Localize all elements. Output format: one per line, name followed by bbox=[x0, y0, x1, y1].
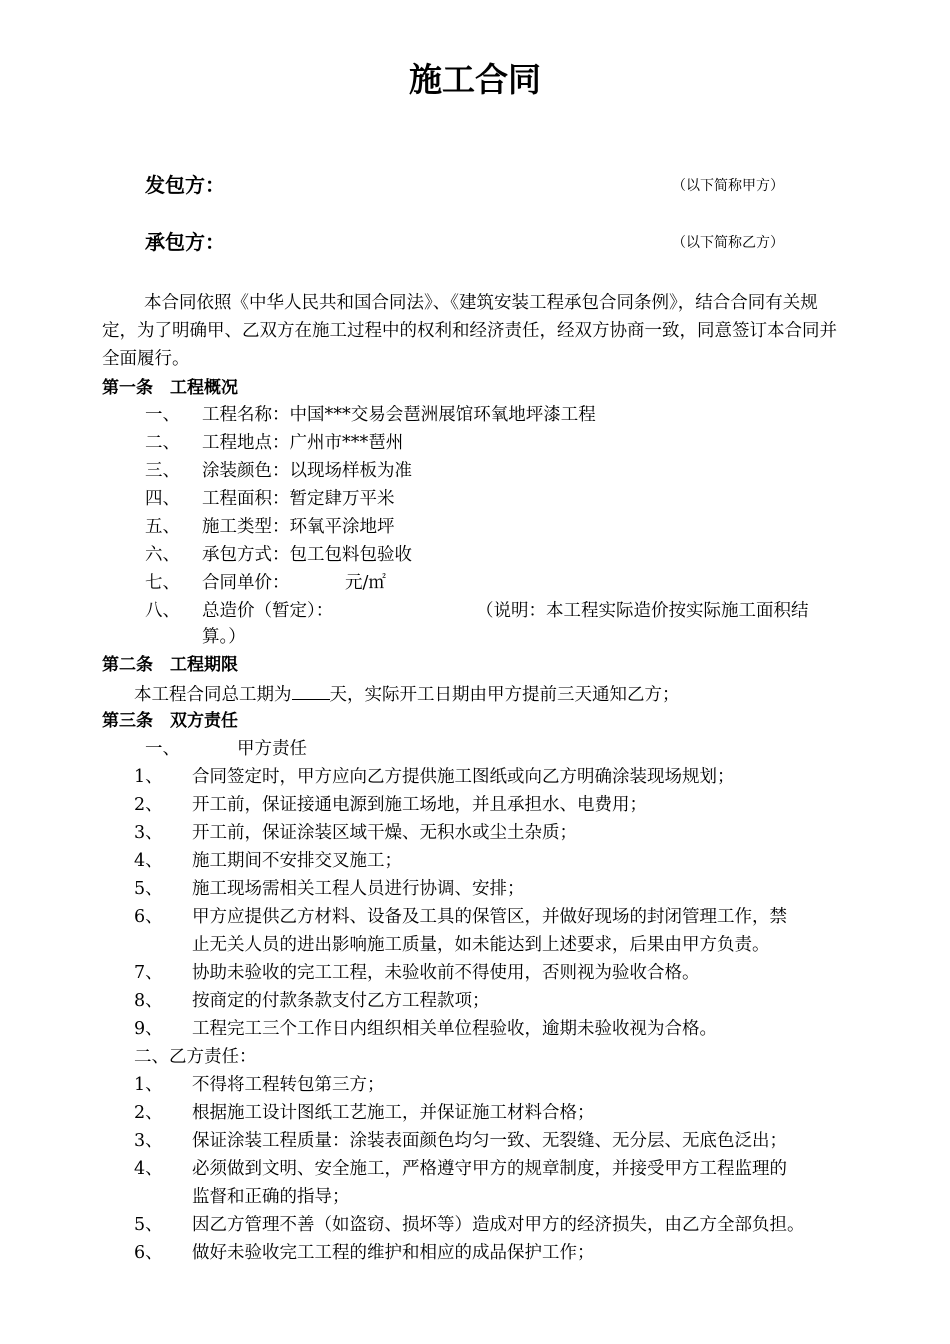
partyA-item-num: 3、 bbox=[134, 823, 163, 843]
article1-heading: 第一条 工程概况 bbox=[102, 378, 238, 398]
partyB-item-text: 做好未验收完工工程的维护和相应的成品保护工作； bbox=[192, 1243, 595, 1263]
article2-text-before: 本工程合同总工期为 bbox=[134, 685, 292, 705]
partyB-item-text: 根据施工设计图纸工艺施工，并保证施工材料合格； bbox=[192, 1103, 595, 1123]
article2-text bbox=[134, 679, 680, 709]
article1-item-text: 工程名称：中国***交易会琶洲展馆环氧地坪漆工程 bbox=[202, 405, 596, 425]
partyA-item-num: 2、 bbox=[134, 795, 163, 815]
article1-item-text: 工程面积：暂定肆万平米 bbox=[202, 489, 395, 509]
partyA-item-text: 施工现场需相关工程人员进行协调、安排； bbox=[192, 879, 525, 899]
article3-heading: 第三条 双方责任 bbox=[102, 711, 238, 731]
partyA-item-text: 工程完工三个工作日内组织相关单位程验收，逾期未验收视为合格。 bbox=[192, 1019, 717, 1039]
article2-heading: 第二条 工程期限 bbox=[102, 655, 238, 675]
article1-item-num: 二、 bbox=[145, 433, 180, 453]
article1-item-text: 合同单价： bbox=[202, 573, 290, 593]
partyA-item-num: 6、 bbox=[134, 907, 163, 927]
partyA-item-text: 合同签定时，甲方应向乙方提供施工图纸或向乙方明确涂装现场规划； bbox=[192, 767, 735, 787]
article1-item-text: 涂装颜色：以现场样板为准 bbox=[202, 461, 412, 481]
partyA-item-text: 按商定的付款条款支付乙方工程款项； bbox=[192, 991, 490, 1011]
partyA-item-text-cont: 止无关人员的进出影响施工质量，如未能达到上述要求，后果由甲方负责。 bbox=[192, 935, 770, 955]
partyB-item-text: 因乙方管理不善（如盗窃、损坏等）造成对甲方的经济损失，由乙方全部负担。 bbox=[192, 1215, 805, 1235]
article1-item-num: 五、 bbox=[145, 517, 180, 537]
issuer-label: 发包方： bbox=[145, 173, 225, 197]
total-price-note: （说明：本工程实际造价按实际施工面积结 bbox=[476, 601, 809, 621]
partyA-item-num: 1、 bbox=[134, 767, 163, 787]
partyB-item-num: 5、 bbox=[134, 1215, 163, 1235]
duration-blank bbox=[292, 679, 330, 700]
partyB-item-text: 必须做到文明、安全施工，严格遵守甲方的规章制度，并接受甲方工程监理的 bbox=[192, 1159, 787, 1179]
partyB-item-num: 3、 bbox=[134, 1131, 163, 1151]
partyB-item-text-cont: 监督和正确的指导； bbox=[192, 1187, 350, 1207]
partyB-item-num: 1、 bbox=[134, 1075, 163, 1095]
article1-item-text: 工程地点：广州市***琶州 bbox=[202, 433, 404, 453]
partyB-item-num: 2、 bbox=[134, 1103, 163, 1123]
total-price-note-cont: 算。） bbox=[202, 627, 246, 647]
partyA-item-num: 5、 bbox=[134, 879, 163, 899]
article1-item-text: 承包方式：包工包料包验收 bbox=[202, 545, 412, 565]
partyB-item-text: 不得将工程转包第三方； bbox=[192, 1075, 385, 1095]
article1-item-text: 总造价（暂定）： bbox=[202, 601, 334, 621]
article1-item-num: 三、 bbox=[145, 461, 180, 481]
contractor-label: 承包方： bbox=[145, 230, 225, 254]
partyB-item-num: 6、 bbox=[134, 1243, 163, 1263]
intro-paragraph: 本合同依照《中华人民共和国合同法》、《建筑安装工程承包合同条例》，结合合同有关规定，为了明确甲、乙双方在施工过程中的权利和经济责任，经双方协商一致，同意签订本合同并全面履行。 bbox=[102, 293, 837, 369]
partyA-item-text: 施工期间不安排交叉施工； bbox=[192, 851, 402, 871]
partyA-item-num: 7、 bbox=[134, 963, 163, 983]
article2-text-after: 天，实际开工日期由甲方提前三天通知乙方； bbox=[329, 685, 680, 705]
article1-item-num: 一、 bbox=[145, 405, 180, 425]
article1-item-num: 四、 bbox=[145, 489, 180, 509]
unit-price-unit: 元/㎡ bbox=[345, 573, 386, 593]
partyA-num: 一、 bbox=[145, 739, 180, 759]
article1-item-num: 七、 bbox=[145, 573, 180, 593]
contractor-note: （以下简称乙方） bbox=[672, 235, 784, 251]
partyA-title: 甲方责任 bbox=[237, 739, 307, 759]
partyA-item-text: 开工前，保证接通电源到施工场地，并且承担水、电费用； bbox=[192, 795, 647, 815]
partyA-item-num: 8、 bbox=[134, 991, 163, 1011]
partyA-item-text: 甲方应提供乙方材料、设备及工具的保管区，并做好现场的封闭管理工作，禁 bbox=[192, 907, 787, 927]
document-title: 施工合同 bbox=[409, 60, 541, 99]
partyB-item-text: 保证涂装工程质量：涂装表面颜色均匀一致、无裂缝、无分层、无底色泛出； bbox=[192, 1131, 787, 1151]
article1-item-num: 八、 bbox=[145, 601, 180, 621]
partyA-item-text: 开工前，保证涂装区域干燥、无积水或尘土杂质； bbox=[192, 823, 577, 843]
partyB-item-num: 4、 bbox=[134, 1159, 163, 1179]
issuer-note: （以下简称甲方） bbox=[672, 178, 784, 194]
partyA-item-text: 协助未验收的完工工程，未验收前不得使用，否则视为验收合格。 bbox=[192, 963, 700, 983]
article1-item-num: 六、 bbox=[145, 545, 180, 565]
article1-item-text: 施工类型：环氧平涂地坪 bbox=[202, 517, 395, 537]
partyA-item-num: 4、 bbox=[134, 851, 163, 871]
partyA-item-num: 9、 bbox=[134, 1019, 163, 1039]
partyB-title: 二、乙方责任： bbox=[134, 1047, 257, 1067]
